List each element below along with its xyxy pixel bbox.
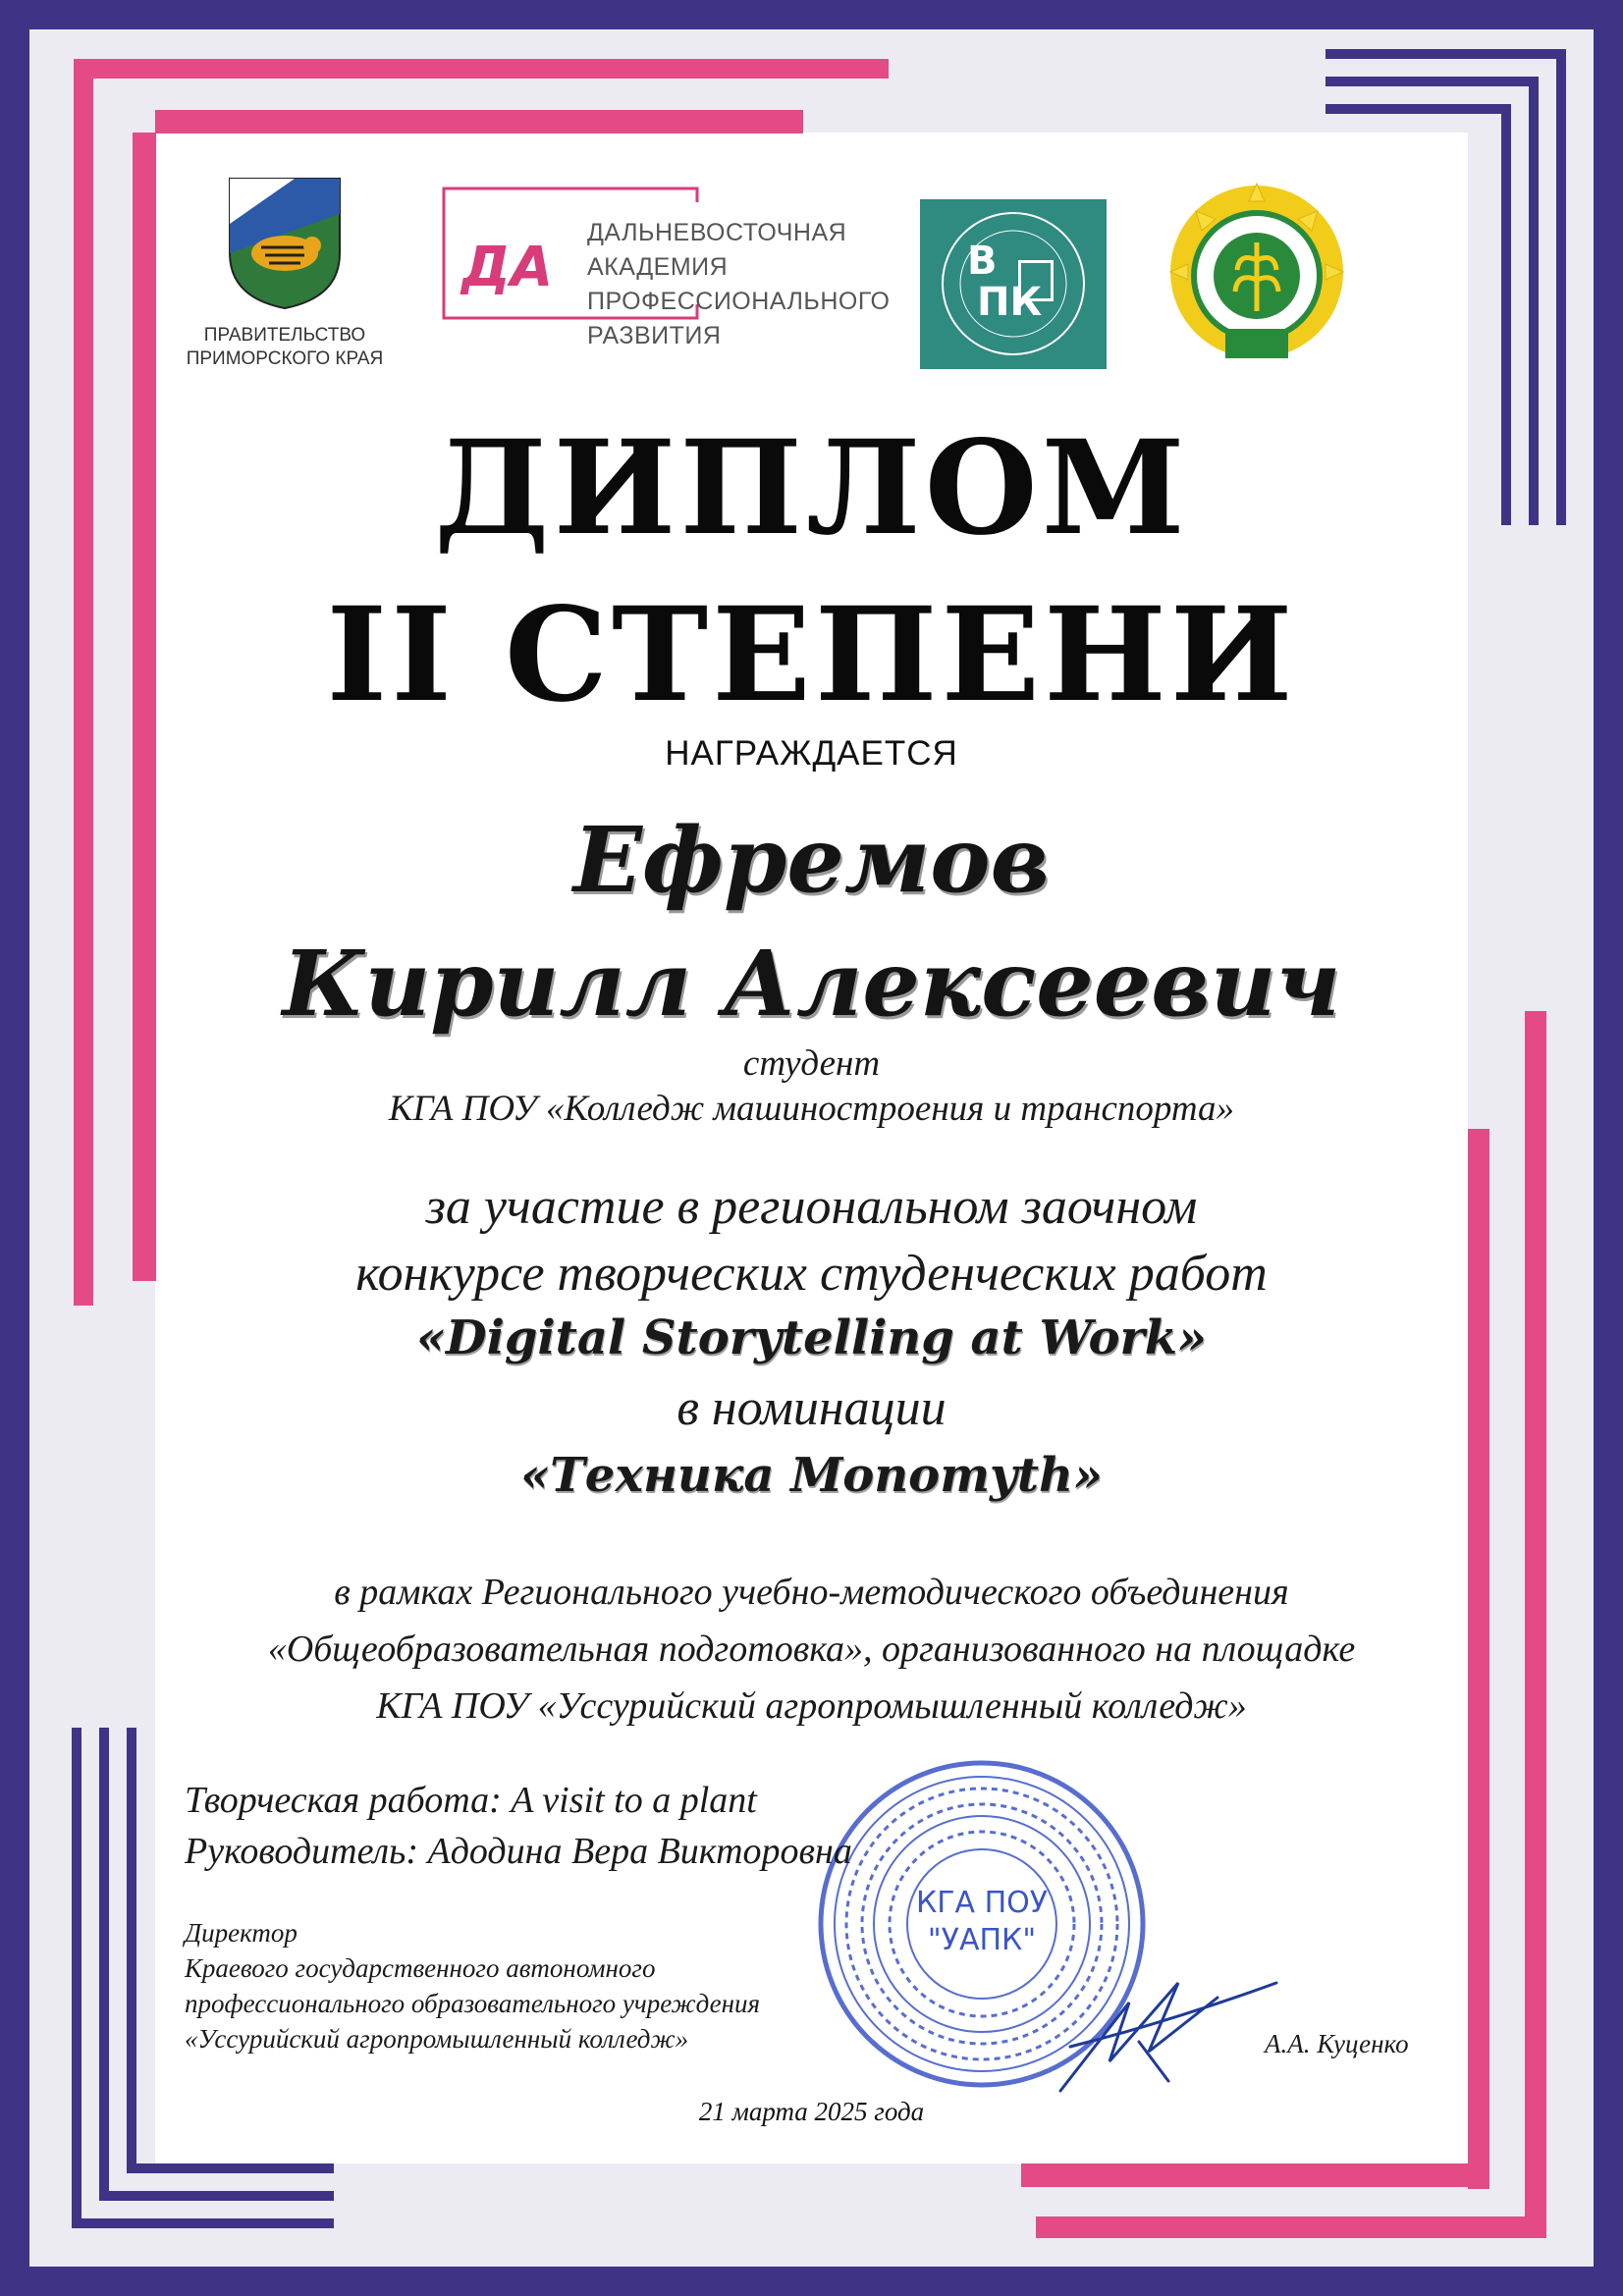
vpk-top-letter: В xyxy=(967,239,998,284)
director-org-line2: профессионального образовательного учреждения xyxy=(185,1989,761,2018)
director-title: Директор xyxy=(185,1918,298,1948)
diploma-title-line2: II СТЕПЕНИ xyxy=(326,579,1297,731)
nomination-label: в номинации xyxy=(676,1380,947,1436)
dapr-line2: АКАДЕМИЯ xyxy=(587,253,729,281)
director-name: А.А. Куценко xyxy=(1265,2029,1409,2058)
recipient-institution: КГА ПОУ «Колледж машиностроения и транспорта» xyxy=(388,1089,1235,1129)
vpk-logo xyxy=(920,199,1107,369)
framework-line3: КГА ПОУ «Уссурийский агропромышленный колледж» xyxy=(376,1685,1247,1727)
primorye-caption-line1: ПРАВИТЕЛЬСТВО xyxy=(203,325,366,346)
primorye-coat-of-arms-icon xyxy=(226,175,344,312)
recipient-role: студент xyxy=(742,1043,881,1084)
creative-work-line: Творческая работа: A visit to a plant xyxy=(185,1780,757,1821)
director-org-line1: Краевого государственного автономного xyxy=(185,1953,656,1983)
contest-name: «Digital Storytelling at Work» xyxy=(415,1310,1208,1365)
framework-line2: «Общеобразовательная подготовка», организованного на площадке xyxy=(267,1629,1356,1670)
frame-pink-bottom-bar xyxy=(1036,2216,1546,2238)
recipient-given-names: Кирилл Алексеевич xyxy=(282,931,1341,1037)
supervisor-line: Руководитель: Адодина Вера Викторовна xyxy=(185,1831,852,1872)
director-org-line3: «Уссурийский агропромышленный колледж» xyxy=(185,2024,689,2054)
vpk-bottom-letters: ПК xyxy=(977,280,1043,325)
vpk-building-icon xyxy=(1018,260,1054,301)
recipient-surname: Ефремов xyxy=(572,807,1051,913)
primorye-caption-line2: ПРИМОРСКОГО КРАЯ xyxy=(186,348,384,369)
frame-pink-top-bar xyxy=(74,59,889,79)
frame-pink-inner-bottom xyxy=(1021,2163,1489,2187)
reason-line1: за участие в региональном заочном xyxy=(425,1179,1198,1235)
stamp-center-line2: "УАПК" xyxy=(927,1923,1037,1957)
framework-line1: в рамках Регионального учебно-методического объединения xyxy=(334,1572,1289,1613)
dapr-mark: ДА xyxy=(461,236,554,299)
reason-line2: конкурсе творческих студенческих работ xyxy=(355,1246,1268,1302)
stamp-center-line1: КГА ПОУ xyxy=(915,1886,1049,1920)
dapr-line4: РАЗВИТИЯ xyxy=(587,322,722,349)
uapk-emblem-icon xyxy=(1168,182,1345,373)
nomination-name: «Техника Monomyth» xyxy=(520,1448,1103,1503)
diploma-title-line1: ДИПЛОМ xyxy=(434,412,1189,564)
awarded-label: НАГРАЖДАЕТСЯ xyxy=(665,734,958,773)
dapr-line3: ПРОФЕССИОНАЛЬНОГО xyxy=(587,288,891,315)
dapr-line1: ДАЛЬНЕВОСТОЧНАЯ xyxy=(587,219,847,246)
diploma-date: 21 марта 2025 года xyxy=(698,2097,925,2126)
director-signature-icon xyxy=(1041,1944,1286,2101)
frame-pink-inner-top xyxy=(155,110,803,133)
